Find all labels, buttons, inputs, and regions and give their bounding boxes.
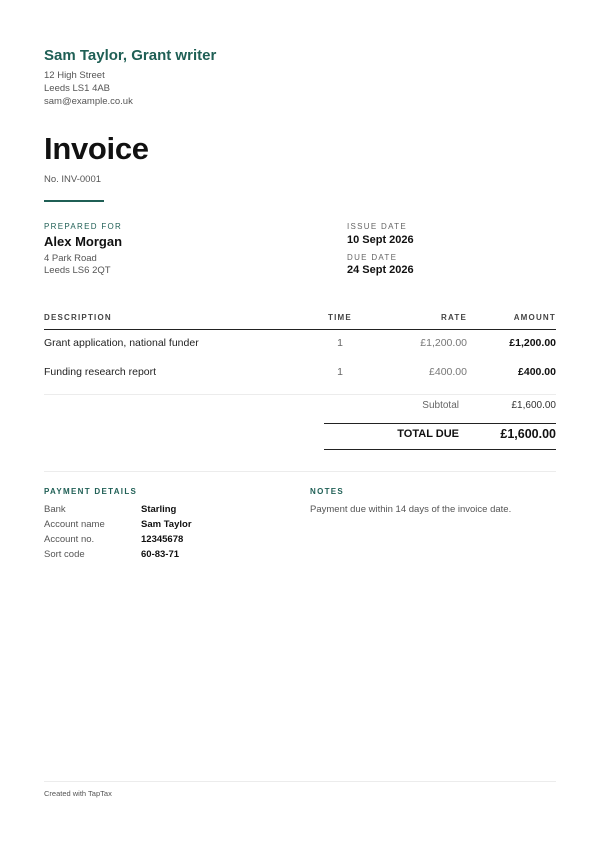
total-due-value: £1,600.00 bbox=[500, 427, 556, 441]
payment-key-account-no: Account no. bbox=[44, 534, 95, 545]
payment-value-sort-code: 60-83-71 bbox=[141, 549, 180, 560]
payment-key-bank: Bank bbox=[44, 504, 66, 515]
sender-address-line2: Leeds LS1 4AB bbox=[44, 83, 111, 94]
invoice-title: Invoice bbox=[44, 131, 149, 166]
issue-date-value: 10 Sept 2026 bbox=[347, 234, 414, 246]
row-rate: £400.00 bbox=[429, 366, 467, 378]
payment-value-account-no: 12345678 bbox=[141, 534, 184, 545]
client-address-line2: Leeds LS6 2QT bbox=[44, 265, 111, 276]
payment-value-bank: Starling bbox=[141, 504, 177, 515]
subtotal-value: £1,600.00 bbox=[511, 400, 556, 411]
table-rows-divider bbox=[44, 394, 556, 395]
total-due-label: TOTAL DUE bbox=[397, 428, 459, 440]
prepared-for-label: PREPARED FOR bbox=[44, 222, 123, 231]
subtotal-label: Subtotal bbox=[422, 400, 459, 411]
client-name: Alex Morgan bbox=[44, 234, 123, 249]
row-rate: £1,200.00 bbox=[420, 337, 467, 349]
total-divider-bottom bbox=[324, 449, 556, 450]
payment-key-sort-code: Sort code bbox=[44, 549, 85, 560]
table-row bbox=[44, 337, 556, 357]
total-divider-top bbox=[324, 423, 556, 424]
payment-value-account-name: Sam Taylor bbox=[141, 519, 192, 530]
column-header-rate: RATE bbox=[441, 313, 467, 322]
table-header-divider bbox=[44, 329, 556, 330]
notes-title: NOTES bbox=[310, 487, 345, 496]
row-time: 1 bbox=[337, 366, 343, 378]
payment-key-account-name: Account name bbox=[44, 519, 105, 530]
notes-text: Payment due within 14 days of the invoice date. bbox=[310, 504, 512, 515]
footer-divider bbox=[44, 781, 556, 782]
column-header-description: DESCRIPTION bbox=[44, 313, 112, 322]
table-row bbox=[44, 366, 556, 386]
sender-name: Sam Taylor, Grant writer bbox=[44, 47, 217, 64]
row-amount: £1,200.00 bbox=[509, 337, 556, 349]
row-description: Grant application, national funder bbox=[44, 337, 199, 349]
footer-credit: Created with TapTax bbox=[44, 789, 112, 798]
issue-date-label: ISSUE DATE bbox=[347, 222, 407, 231]
sender-address-line1: 12 High Street bbox=[44, 70, 105, 81]
invoice-number: No. INV-0001 bbox=[44, 174, 102, 185]
row-time: 1 bbox=[337, 337, 343, 349]
client-address-line1: 4 Park Road bbox=[44, 253, 97, 264]
payment-details-title: PAYMENT DETAILS bbox=[44, 487, 138, 496]
section-divider bbox=[44, 471, 556, 472]
column-header-time: TIME bbox=[328, 313, 352, 322]
accent-divider bbox=[44, 200, 104, 202]
row-amount: £400.00 bbox=[518, 366, 556, 378]
row-description: Funding research report bbox=[44, 366, 157, 378]
column-header-amount: AMOUNT bbox=[513, 313, 556, 322]
sender-email: sam@example.co.uk bbox=[44, 96, 133, 107]
due-date-label: DUE DATE bbox=[347, 253, 398, 262]
due-date-value: 24 Sept 2026 bbox=[347, 264, 414, 276]
